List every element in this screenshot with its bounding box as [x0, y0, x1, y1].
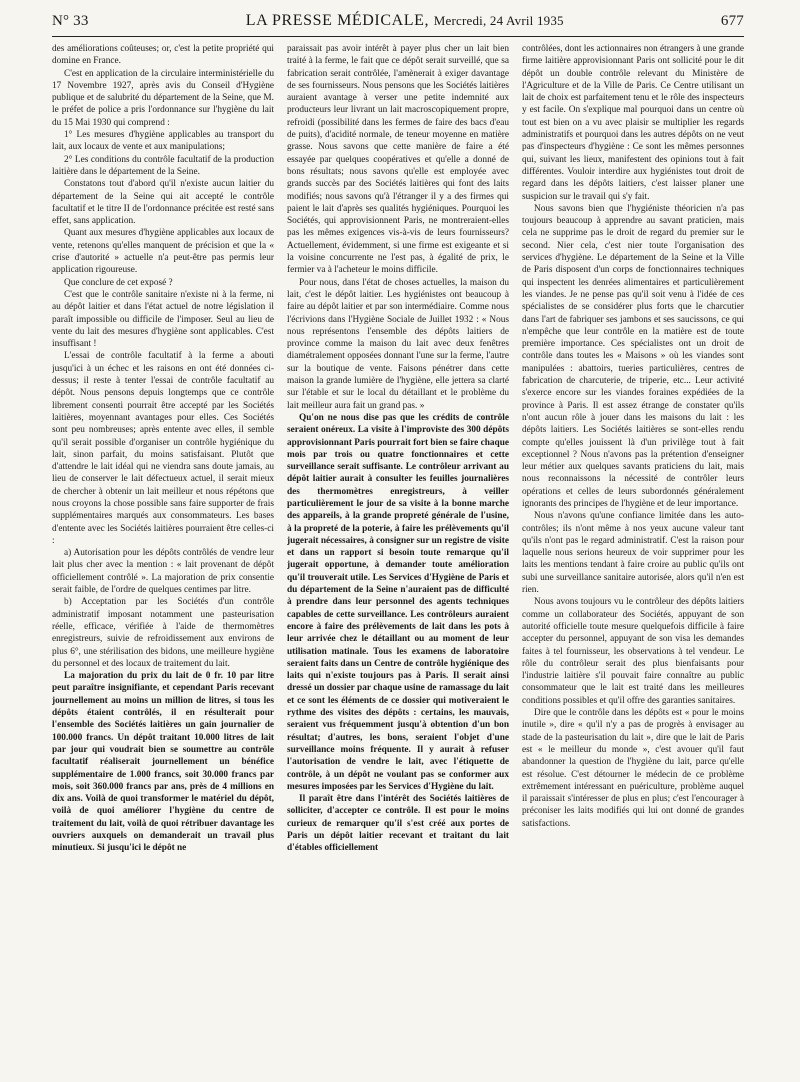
paragraph: Que conclure de cet exposé ?	[64, 277, 173, 288]
paragraph: Quant aux mesures d'hygiène applicables aux locaux de vente, retenons qu'elles manquent de précision et que la « crise d'autorité » actuelle n'a peut-être pas permis leur application rigoureuse.	[52, 228, 274, 276]
paragraph: b) Acceptation par les Sociétés d'un contrôle administratif imposant notamment une pasteurisation réelle, efficace, vérifiée à l'aide de thermomètres enregistreurs, suivie de refroidissement aux environs de plus 6°, une stérilisation des bidons, une meilleure hygiène du personnel et des locaux de traitement du lait.	[52, 597, 274, 669]
paragraph: Qu'on ne nous dise pas que les crédits de contrôle seraient onéreux. La visite à l'improviste des 300 dépôts approvisionnant Paris pourrait fort bien se faire chaque mois par trois ou quatre fonctionnaires et cette surveillance serait suffisante. Le contrôleur arrivant au dépôt laitier aurait à consulter les feuilles journalières des thermomètres enregistreurs, à veiller particulièrement le jour de sa visite à la bonne marche des appareils, à la grande propreté générale de l'usine, à la propreté de la poterie, à faire les prélèvements qu'il jugerait nécessaires, à consigner sur un registre de visite et dans un rapport si besoin toute remarque qu'il jugerait opportune, à demander toute amélioration qu'il trouverait utile. Les Services d'Hygiène de Paris et du département de la Seine n'auraient pas de difficulté à prendre dans leur personnel des agents techniques capables de cette surveillance. Les contrôleurs auraient encore à faire des prélèvements de lait dans les pots à leur arrivée chez le détaillant ou au moment de leur utilisation matinale. Tous les examens de laboratoire seraient faits dans un Centre de contrôle hygiénique des laits qui n'existe toujours pas à Paris. Il serait ainsi dressé un dossier par chaque usine de ramassage du lait et ce sont les éléments de ce dossier qui motiveraient le rythme des visites des dépôts : certains, les mauvais, seraient vus fréquemment jusqu'à obtention d'un bon résultat; d'autres, les bons, seraient l'objet d'une surveillance moins fréquente. Il y aurait à refuser l'autorisation de vendre le lait, avec l'étiquette de contrôle, à un dépôt ne voulant pas se conformer aux mesures imposées par les Services d'Hygiène du lait.	[287, 412, 509, 792]
paragraph: 1° Les mesures d'hygiène applicables au transport du lait, aux locaux de vente et aux manipulations;	[52, 130, 274, 153]
paragraph: Dire que le contrôle dans les dépôts est « pour le moins inutile », dire « qu'il n'y a pas de progrès à envisager au stade de la pasteurisation du lait », dire que le lait de Paris est « le meilleur du monde », c'est avouer qu'il faut abandonner la question de l'hygiène du lait, parce qu'elle est résolue. C'est détourner le médecin de ce problème extrêmement intéressant en puériculture, problème auquel il paraissait s'intéresser de plus en plus; c'est l'encourager à préconiser les laits modifiés qui lui ont donné de grandes satisfactions.	[522, 708, 744, 829]
paragraph: Pour nous, dans l'état de choses actuelles, la maison du lait, c'est le dépôt laitier. Les hygiénistes ont beaucoup à faire au dépôt laitier et par son intermédiaire. Comme nous l'écrivions dans l'Hygiène Sociale de Juillet 1932 : « Nous nous représentons l'ensemble des dépôts laitiers de province comme la maison du lait avec deux fenêtres diamétralement opposées donnant l'une sur la ferme, l'autre sur la boutique de vente. Faisons pénétrer dans cette maison la grande lumière de l'hygiène, elle jettera sa clarté sur l'étable et sur le local du détaillant et le problème du lait meilleur aura fait un grand pas. »	[287, 277, 509, 411]
journal-title: LA PRESSE MÉDICALE,	[245, 12, 430, 29]
paragraph: contrôlées, dont les actionnaires non étrangers à une grande firme laitière approvisionnant Paris ont sollicité pour le dit dépôt un double contrôle relevant du Ministère de l'Agriculture et de la Ville de Paris. Ce Centre utilisant un lait de choix est parfaitement tenu et le rôle des inspecteurs y est facile. On s'explique mal pourquoi dans un centre où tout est bien on a vu avec plaisir se multiplier les regards administratifs et pourquoi dans les autres dépôts on ne veut pas d'inspecteurs d'hygiène : Ce sont les mêmes personnes qui, suivant les lieux, manifestent des opinions tout à fait différentes. Vouloir interdire aux hygiénistes tout droit de regard dans les dépôts laitiers, c'est laisser planer une suspicion sur le travail qui s'y fait.	[522, 44, 744, 202]
paragraph: Nous avons toujours vu le contrôleur des dépôts laitiers comme un collaborateur des Sociétés, appuyant de son autorité officielle toute mesure quelquefois difficile à faire accepter du personnel, appuyant de son visa les demandes faites à tel fournisseur, les observations à tel vendeur. Le rôle du contrôleur serait des plus bienfaisants pour l'industrie laitière s'il pouvait faire connaître au public consommateur que le lait est traité dans les meilleures conditions possibles et qu'il offre des garanties sanitaires.	[522, 597, 744, 706]
header-rule	[52, 36, 744, 37]
journal-title-line	[246, 12, 564, 30]
issue-number: N° 33	[52, 13, 89, 29]
paragraph: paraissait pas avoir intérêt à payer plus cher un lait bien traité à la ferme, le fait que ce dépôt serait surveillé, que sa fabrication serait contrôlée, l'amènerait à exiger davantage de ses fournisseurs. Nous pensons que les Sociétés laitières auraient avantage à verser une petite indemnité aux producteurs leur livrant un lait macroscopiquement propre, refroidi (possibilité dans les fermes de faire des bacs d'eau de puits), d'acidité normale, de teneur moyenne en matière grasse. Nous savons que cette manière de faire a été essayée par quelques coopératives et qu'elle a donné de bons résultats; nous savons qu'elle est employée avec grands succès par des Sociétés laitières qui font des laits modifiés; nous savons qu'à l'étranger il y a des firmes qui paient le lait d'après ses qualités hygiéniques. Pourquoi les Sociétés, qui approvisionnent Paris, ne montreraient-elles pas les mêmes exigences vis-à-vis de leurs fournisseurs? Actuellement, évidemment, si une firme est exigeante et si la voisine concurrente ne l'est pas, à égalité de prix, le fermier va à l'acheteur le moins difficile.	[287, 44, 509, 276]
paragraph: La majoration du prix du lait de 0 fr. 10 par litre peut paraître insignifiante, et cependant Paris recevant journellement au moins un million de litres, si tous les dépôts étaient contrôlés, il en résulterait pour l'ensemble des Sociétés laitières un gain journalier de 100.000 francs. Un dépôt traitant 10.000 litres de lait par jour qui voudrait bien se soumettre au contrôle facultatif réaliserait journellement un bénéfice supplémentaire de 1.000 francs, soit 30.000 francs par mois, soit 360.000 francs par ans, près de 4 millions en dix ans. Voilà de quoi transformer le matériel du dépôt, voilà de quoi améliorer l'hygiène du centre de traitement du lait, voilà de quoi rétribuer davantage les ouvriers auxquels on demanderait un travail plus minutieux. Si jusqu'ici le dépôt ne	[52, 671, 274, 854]
issue-date: Mercredi, 24 Avril 1935	[433, 13, 564, 28]
text-column-2	[287, 43, 509, 1073]
paragraph: C'est en application de la circulaire interministérielle du 17 Novembre 1927, après avis du Conseil d'Hygiène publique et de salubrité du département de la Seine, que M. le préfet de police a pris l'ordonnance sur l'hygiène du lait du 15 Mai 1930 qui comprend :	[52, 68, 274, 128]
page-number: 677	[720, 13, 744, 29]
paragraph: Constatons tout d'abord qu'il n'existe aucun laitier du département de la Seine qui ait accepté le contrôle facultatif et le titre II de l'ordonnance précitée est resté sans effet, sans application.	[52, 179, 274, 227]
paragraph: a) Autorisation pour les dépôts contrôlés de vendre leur lait plus cher avec la mention : « lait provenant de dépôt officiellement contrôlé ». La majoration de prix consentie serait faible, de l'ordre de quelques centimes par litre.	[52, 548, 274, 596]
paragraph: Nous n'avons qu'une confiance limitée dans les auto-contrôles; ils n'ont même à nos yeux aucune valeur tant qu'ils n'ont pas le regard administratif. C'est la raison pour laquelle nous serions heureux de voir supprimer pour les laits les mentions tendant à faire croire au public qu'ils ont subi une surveillance sanitaire autorisée, alors qu'il n'en est rien.	[522, 511, 744, 596]
paragraph: des améliorations coûteuses; or, c'est la petite propriété qui domine en France.	[52, 44, 274, 67]
text-column-1	[52, 43, 274, 1073]
page-header	[52, 12, 744, 36]
paragraph: C'est que le contrôle sanitaire n'existe ni à la ferme, ni au dépôt laitier et dans l'état actuel de notre législation il paraît impossible ou difficile de l'imposer. Seul au lieu de vente du lait des mesures d'hygiène sont applicables. C'est insuffisant !	[52, 289, 274, 350]
paragraph: Il paraît être dans l'intérêt des Sociétés laitières de solliciter, d'accepter ce contrôle. Il est pour le moins curieux de remarquer qu'il s'est créé aux portes de Paris un dépôt laitier recevant et traitant du lait d'étables officiellement	[287, 794, 509, 854]
paragraph: L'essai de contrôle facultatif à la ferme a abouti jusqu'ici à un échec et les raisons en ont été données ci-dessus; il reste à tenter l'essai de contrôle facultatif au dépôt. Nous pensons depuis longtemps que ce contrôle librement consenti pourrait être accepté par les Sociétés laitières, moyennant avantages pour elles. Ces Sociétés sont peu nombreuses; après entente avec elles, il semble qu'il serait possible d'organiser un contrôle hygiénique du lait, sinon parfait, du moins satisfaisant. Plutôt que d'attendre le lait idéal qui ne viendra sans doute jamais, au lieu de conserver le lait défectueux actuel, il serait mieux de chercher à obtenir un lait meilleur et nous répétons que nous croyons la chose possible sans faire supporter de frais supplémentaires marqués aux consommateurs. Les bases d'entente avec les Sociétés laitières pourraient être celles-ci :	[52, 351, 274, 546]
paragraph: Nous savons bien que l'hygiéniste théoricien n'a pas toujours beaucoup à apprendre au savant praticien, mais cela ne supprime pas le droit de regard du premier sur le second. Nier cela, c'est nier toute l'organisation des services d'hygiène. Le département de la Seine et la Ville de Paris disposent d'un corps de fonctionnaires techniques qui inspectent les denrées alimentaires et particulièrement les viandes. Je ne pense pas qu'il soit venu à l'idée de ces spécialistes de se considérer plus forts que le charcutier dans l'art de fabriquer ses jambons et ses saucissons, ce qui n'empêche que leur contrôle en la matière est de toute première importance. Ces spécialistes ont un droit de contrôle dans toutes les « Maisons » où les viandes sont manipulées : abattoirs, tueries particulières, centres de fabrication de charcuterie, de triperie, etc... Leur activité s'exerce encore sur les viandes foraines expédiées de la province à Paris. Il est assez étrange de constater qu'ils n'ont aucun rôle à jouer dans les maisons du lait : les dépôts laitiers. Les Sociétés laitières se sont-elles rendu compte qu'elles jouissent là d'un privilège tout à fait exceptionnel ? Nous n'avons pas la prétention d'enseigner leur métier aux quelques savants praticiens du lait, mais nous reconnaissons la nécessité de contrôler leurs opérations et celles de leurs subordonnés généralement ignorants des principes de l'hygiène et de leur importance.	[522, 203, 744, 509]
text-column-3	[522, 43, 744, 1073]
paragraph: 2° Les conditions du contrôle facultatif de la production laitière dans le département de la Seine.	[52, 154, 274, 177]
article-body	[52, 43, 744, 1073]
